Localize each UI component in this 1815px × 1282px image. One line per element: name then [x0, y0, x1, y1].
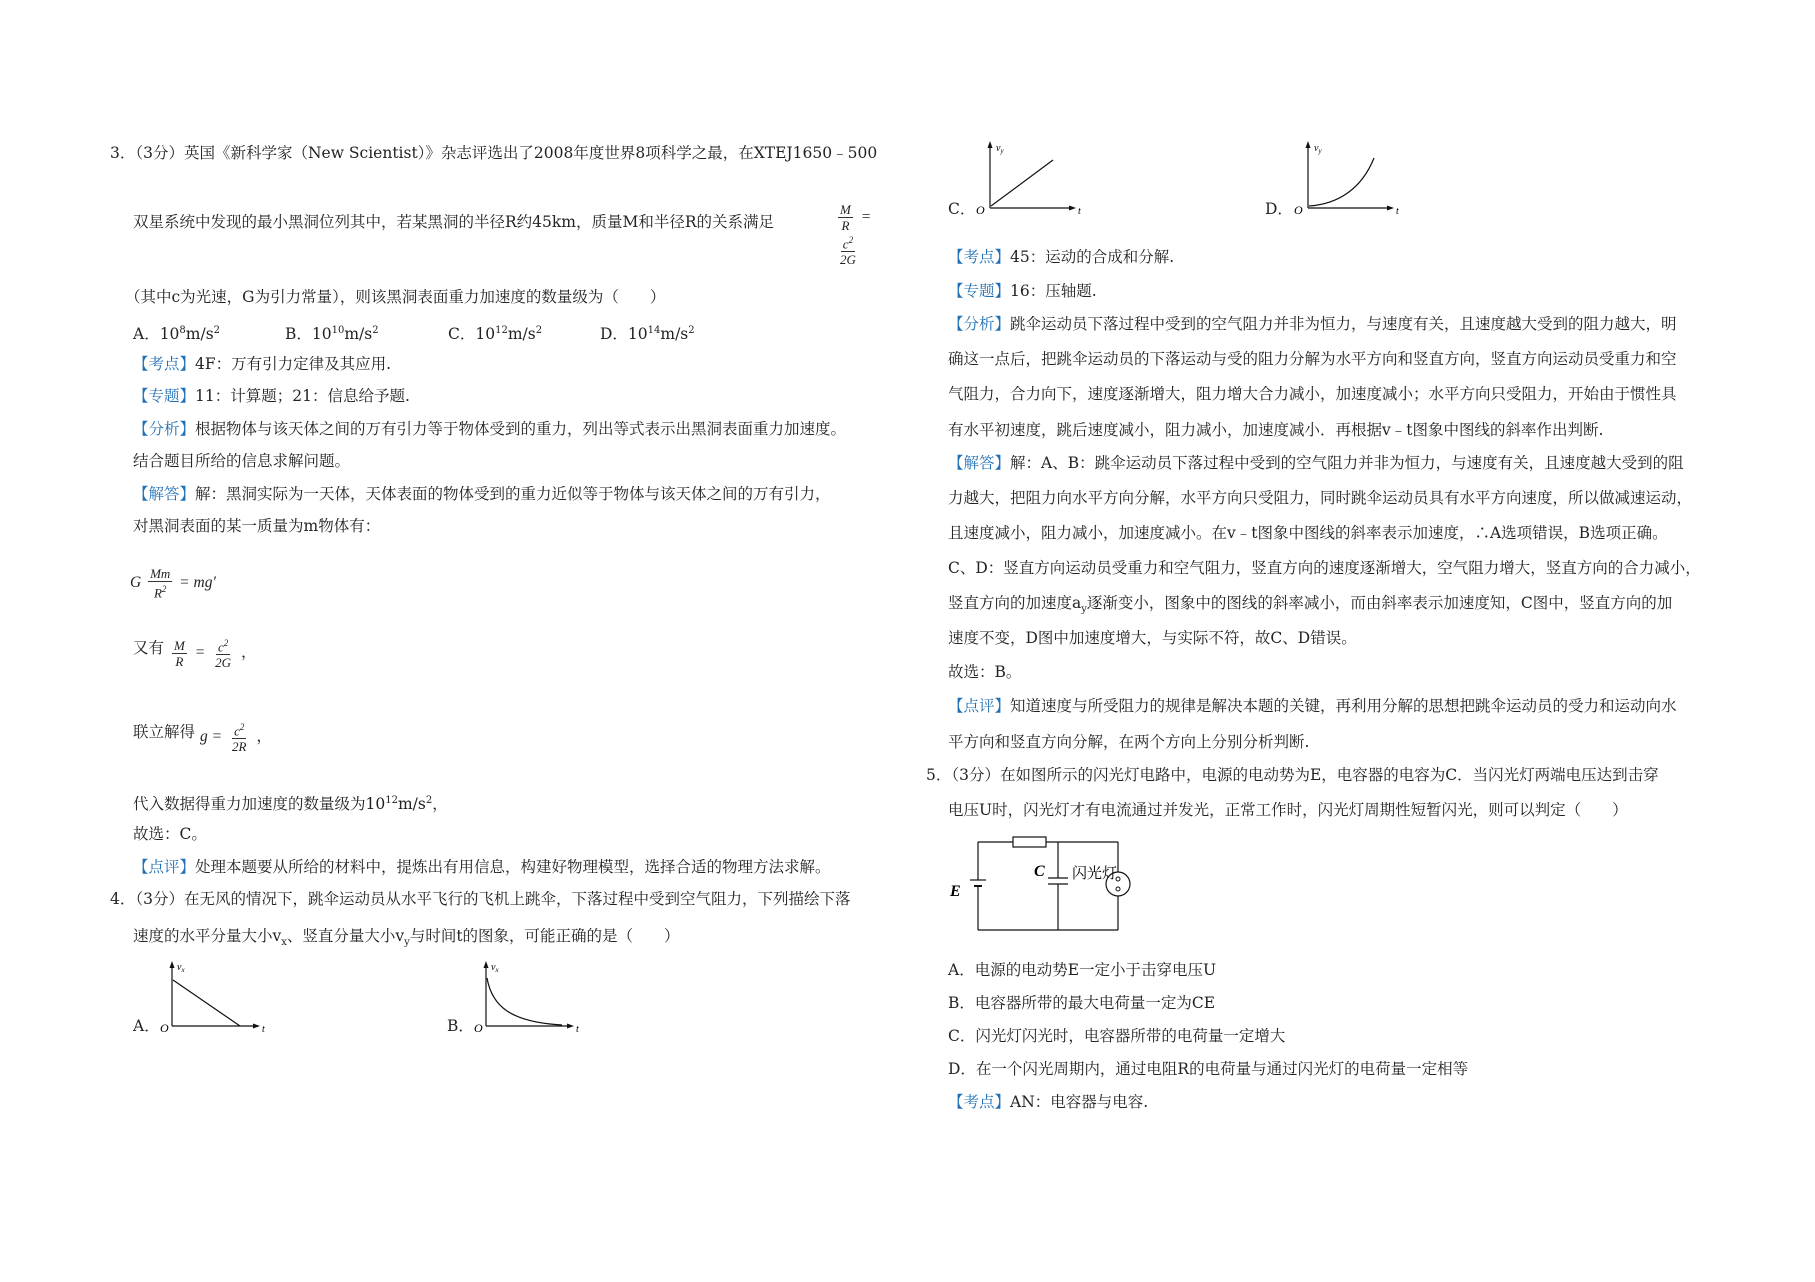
- graph-d-origin: O: [1294, 203, 1303, 217]
- dianping-tag: 【点评】: [133, 858, 196, 876]
- graph-b-xlabel: t: [576, 1024, 579, 1035]
- graph-b-origin: O: [474, 1021, 483, 1035]
- q4-option-a-label[interactable]: A．: [133, 1017, 160, 1035]
- jieda-tag: 【解答】: [948, 454, 1011, 472]
- q3-fenxi-line2: 结合题目所给的信息求解问题。: [133, 452, 351, 470]
- zhuanti-tag: 【专题】: [133, 387, 196, 405]
- graph-a-y-arrow: [170, 961, 175, 968]
- q4-jieda-line4: C、D：竖直方向运动员受重力和空气阻力，竖直方向的速度逐渐增大，空气阻力增大，竖直方向的合力减小，: [948, 559, 1701, 577]
- q4-jieda-line5: [948, 593, 1672, 620]
- option-c-exp: 12: [495, 325, 508, 336]
- lianli-text: 联立解得: [133, 723, 196, 741]
- option-d-exp: 14: [647, 325, 661, 336]
- q3-stem-line1: 3．（3分）英国《新科学家（New Scientist）》杂志评选出了2008年度世界8项科学之最，在XTEJ1650﹣500: [110, 144, 878, 162]
- q4-option-d-label[interactable]: D．: [1265, 200, 1293, 218]
- q5-stem-line1: 5．（3分）在如图所示的闪光灯电路中，电源的电动势为E，电容器的电容为C．当闪光灯两端电压达到击穿: [926, 766, 1659, 784]
- graph-c[interactable]: [976, 140, 1086, 218]
- q4-jieda-line3: 且速度减小，阻力减小，加速度减小。在v﹣t图象中图线的斜率表示加速度，∴A选项错误，B选项正确。: [948, 524, 1668, 542]
- graph-c-y-arrow: [988, 141, 993, 148]
- denominator-r: R: [841, 218, 850, 233]
- stem2-sub-x: x: [281, 937, 287, 949]
- q3-dairu: [133, 791, 448, 814]
- resistor: [1013, 837, 1046, 847]
- denominator-2g: 2G: [215, 655, 232, 671]
- q3-stem-text2: 双星系统中发现的最小黑洞位列其中，若某黑洞的半径R约45km，质量M和半径R的关系满足: [133, 213, 775, 231]
- q3-option-b[interactable]: [285, 321, 379, 344]
- kaodian-text: 45：运动的合成和分解.: [1010, 248, 1175, 266]
- stem2-part-a: 速度的水平分量大小v: [133, 927, 282, 945]
- q4-fenxi-line3: 气阻力，合力向下，速度逐渐增大，阻力增大合力减小，加速度减小；水平方向只受阻力，开始由于惯性具: [948, 385, 1677, 403]
- graph-b-y-arrow: [484, 961, 489, 968]
- option-a-exp: 8: [179, 325, 186, 336]
- option-a-unit-exp: 2: [213, 325, 221, 336]
- dairu-unit-exp: 2: [425, 795, 433, 806]
- q3-guxuan: 故选：C。: [133, 825, 207, 843]
- denominator-r: R: [153, 585, 162, 601]
- numerator-c: c: [234, 723, 240, 739]
- eq-g: G: [130, 574, 142, 592]
- graph-c-ylabel: $v_y$: [996, 143, 1004, 155]
- gravity-equation: [130, 566, 216, 600]
- option-b-unit-exp: 2: [372, 325, 379, 336]
- q3-jieda-line1: [133, 484, 831, 504]
- graph-c-line: [991, 160, 1053, 206]
- graph-c-x-arrow: [1069, 206, 1076, 211]
- fraction-c2-over-2g-2: [213, 636, 233, 670]
- jieda5-part-a: 竖直方向的加速度a: [948, 594, 1082, 612]
- jieda-text1: 解：黑洞实际为一天体，天体表面的物体受到的重力近似等于物体与该天体之间的万有引力，: [195, 485, 831, 503]
- dairu-end: ，: [432, 795, 448, 814]
- graph-a-origin: O: [160, 1021, 169, 1035]
- option-d-text: D．10: [600, 325, 648, 344]
- dairu-exp: 12: [385, 795, 398, 806]
- denominator-2r: 2R: [231, 739, 247, 755]
- denominator-2g: 2G: [840, 252, 856, 268]
- graph-d-y-arrow: [1306, 141, 1311, 148]
- label-c: C: [1034, 863, 1045, 880]
- graph-c-origin: O: [976, 203, 985, 217]
- comma: ，: [240, 643, 257, 662]
- fenxi-text1: 跳伞运动员下落过程中受到的空气阻力并非为恒力，与速度有关，且速度越大受到的阻力越大，明: [1010, 315, 1677, 333]
- lamp-electrode-bottom: [1116, 887, 1120, 891]
- option-b-text: B．10: [285, 325, 332, 344]
- youyou-text: 又有: [133, 639, 165, 657]
- stem2-sub-y: y: [404, 937, 410, 949]
- exp-2: 2: [239, 722, 245, 732]
- graph-c-xlabel: t: [1078, 206, 1081, 217]
- graph-a-ylabel: $v_x$: [177, 962, 185, 974]
- fenxi-tag: 【分析】: [133, 420, 196, 438]
- fenxi-tag: 【分析】: [948, 315, 1011, 333]
- q5-option-a[interactable]: A．电源的电动势E一定小于击穿电压U: [948, 961, 1217, 979]
- q3-fenxi-line1: [133, 419, 846, 439]
- fraction-c2-over-2g: [838, 233, 858, 267]
- eq-g-lhs: g =: [199, 728, 223, 746]
- dianping-text: 处理本题要从所给的材料中，提炼出有用信息，构建好物理模型，选择合适的物理方法求解。: [195, 858, 831, 876]
- q3-stem-line3: （其中c为光速，G为引力常量），则该黑洞表面重力加速度的数量级为（ ）: [125, 288, 666, 306]
- q5-kaodian: [948, 1092, 1148, 1112]
- q3-jieda-line2: 对黑洞表面的某一质量为m物体有：: [133, 517, 381, 535]
- option-c-unit: m/s: [507, 325, 536, 344]
- q5-stem-line2: 电压U时，闪光灯才有电流通过并发光，正常工作时，闪光灯周期性短暂闪光，则可以判定（ ）: [948, 801, 1628, 819]
- q4-fenxi-line2: 确这一点后，把跳伞运动员的下落运动与受的阻力分解为水平方向和竖直方向，竖直方向运动员受重力和空: [948, 350, 1677, 368]
- q4-fenxi-line4: 有水平初速度，跳后速度减小，阻力减小，加速度减小．再根据v﹣t图象中图线的斜率作出判断.: [948, 421, 1604, 439]
- jieda-text1: 解：A、B：跳伞运动员下落过程中受到的空气阻力并非为恒力，与速度有关，且速度越大受到的阻: [1010, 454, 1684, 472]
- graph-b-ylabel: $v_x$: [491, 962, 499, 974]
- q3-relation-formula: [835, 202, 900, 267]
- fraction-mm-over-r2: [148, 566, 172, 600]
- kaodian-tag: 【考点】: [948, 1093, 1011, 1111]
- dairu-text: 代入数据得重力加速度的数量级为10: [133, 795, 386, 814]
- option-b-exp: 10: [331, 325, 345, 336]
- q4-stem-line1: 4．（3分）在无风的情况下，跳伞运动员从水平飞行的飞机上跳伞，下落过程中受到空气阻力，下列描绘下落: [110, 890, 851, 908]
- exp-2: 2: [161, 584, 167, 594]
- q3-option-c[interactable]: [448, 321, 542, 344]
- graph-b-x-arrow: [567, 1024, 574, 1029]
- option-a-unit: m/s: [185, 325, 214, 344]
- q3-stem-line2: [133, 212, 774, 232]
- numerator-mm: Mm: [150, 566, 171, 581]
- q4-option-b-label[interactable]: B．: [447, 1017, 474, 1035]
- q4-jieda-line2: 力越大，把阻力向水平方向分解，水平方向只受阻力，同时跳伞运动员具有水平方向速度，所以做减速运动，: [948, 489, 1693, 507]
- jieda-tag: 【解答】: [133, 485, 196, 503]
- exp-2: 2: [848, 235, 854, 245]
- graph-a-line: [173, 980, 240, 1026]
- zhuanti-tag: 【专题】: [948, 282, 1011, 300]
- option-d-unit: m/s: [660, 325, 689, 344]
- equals-sign: =: [860, 208, 872, 226]
- q4-dianping-line1: [948, 696, 1677, 716]
- q3-kaodian: [133, 354, 391, 374]
- numerator-m: M: [173, 637, 185, 653]
- graph-d-ylabel: $v_y$: [1314, 143, 1322, 155]
- q4-stem-line2: [133, 926, 680, 953]
- stem2-part-b: 、竖直分量大小v: [286, 927, 405, 945]
- q5-option-c[interactable]: C．闪光灯闪光时，电容器所带的电荷量一定增大: [948, 1027, 1286, 1045]
- stem2-part-c: 与时间t的图象，可能正确的是（ ）: [409, 927, 680, 945]
- q4-guxuan: 故选：B。: [948, 663, 1022, 681]
- q4-fenxi-line1: [948, 314, 1677, 334]
- jieda5-part-b: 逐渐变小，图象中的图线的斜率减小，而由斜率表示加速度知，C图中，竖直方向的加: [1086, 594, 1673, 612]
- label-e: E: [950, 883, 961, 900]
- q4-zhuanti: [948, 281, 1097, 301]
- dianping-tag: 【点评】: [948, 697, 1011, 715]
- option-a-text: A．10: [133, 325, 180, 344]
- q3-option-a[interactable]: [133, 321, 220, 344]
- option-d-unit-exp: 2: [688, 325, 695, 336]
- zhuanti-text: 16：压轴题.: [1010, 282, 1097, 300]
- numerator-c: c: [842, 236, 849, 252]
- flash-lamp-circuit: [948, 830, 1148, 945]
- denominator-r: R: [175, 653, 184, 669]
- zhuanti-text: 11：计算题；21：信息给予题.: [195, 387, 410, 405]
- dairu-unit: m/s: [397, 795, 426, 814]
- jieda5-sub-y: y: [1081, 604, 1087, 616]
- exp-2: 2: [223, 638, 229, 648]
- graph-a-x-arrow: [253, 1024, 260, 1029]
- graph-d-curve: [1309, 158, 1374, 206]
- q5-option-d[interactable]: D．在一个闪光周期内，通过电阻R的电荷量与通过闪光灯的电荷量一定相等: [948, 1060, 1469, 1078]
- option-b-unit: m/s: [344, 325, 373, 344]
- youyou-equation: [133, 636, 256, 670]
- graph-b[interactable]: [474, 960, 584, 1035]
- graph-b-curve: [487, 978, 562, 1025]
- graph-d[interactable]: [1294, 140, 1404, 218]
- q4-jieda-line1: [948, 453, 1684, 473]
- q3-option-d[interactable]: [600, 321, 695, 344]
- kaodian-text: AN：电容器与电容.: [1010, 1093, 1149, 1111]
- q4-jieda-line6: 速度不变，D图中加速度增大，与实际不符，故C、D错误。: [948, 629, 1357, 647]
- graph-d-x-arrow: [1387, 206, 1394, 211]
- eq-mg: = mg′: [179, 574, 216, 592]
- kaodian-tag: 【考点】: [948, 248, 1011, 266]
- fraction-c2-over-2r: [230, 720, 248, 754]
- numerator-m: M: [840, 202, 851, 217]
- label-lamp: 闪光灯: [1072, 864, 1118, 882]
- numerator-c: c: [217, 639, 224, 655]
- graph-d-xlabel: t: [1396, 206, 1399, 217]
- kaodian-tag: 【考点】: [133, 355, 196, 373]
- q3-dianping: [133, 857, 831, 877]
- comma: ，: [256, 727, 272, 746]
- graph-a-xlabel: t: [262, 1024, 265, 1035]
- q4-option-c-label[interactable]: C．: [948, 200, 976, 218]
- kaodian-text: 4F：万有引力定律及其应用.: [195, 355, 392, 373]
- q3-zhuanti: [133, 386, 410, 406]
- q5-option-b[interactable]: B．电容器所带的最大电荷量一定为CE: [948, 994, 1216, 1012]
- dianping-text1: 知道速度与所受阻力的规律是解决本题的关键，再利用分解的思想把跳伞运动员的受力和运动向水: [1010, 697, 1677, 715]
- q4-dianping-line2: 平方向和竖直方向分解，在两个方向上分别分析判断.: [948, 733, 1310, 751]
- option-c-text: C．10: [448, 325, 496, 344]
- graph-a[interactable]: [160, 960, 270, 1035]
- lianli-equation: [133, 720, 272, 754]
- fraction-m-over-r: [838, 202, 853, 233]
- q4-kaodian: [948, 247, 1174, 267]
- equals-sign: =: [194, 644, 206, 662]
- fraction-m-over-r-2: [172, 638, 187, 669]
- option-c-unit-exp: 2: [535, 325, 543, 336]
- fenxi-text1: 根据物体与该天体之间的万有引力等于物体受到的重力，列出等式表示出黑洞表面重力加速度。: [195, 420, 847, 438]
